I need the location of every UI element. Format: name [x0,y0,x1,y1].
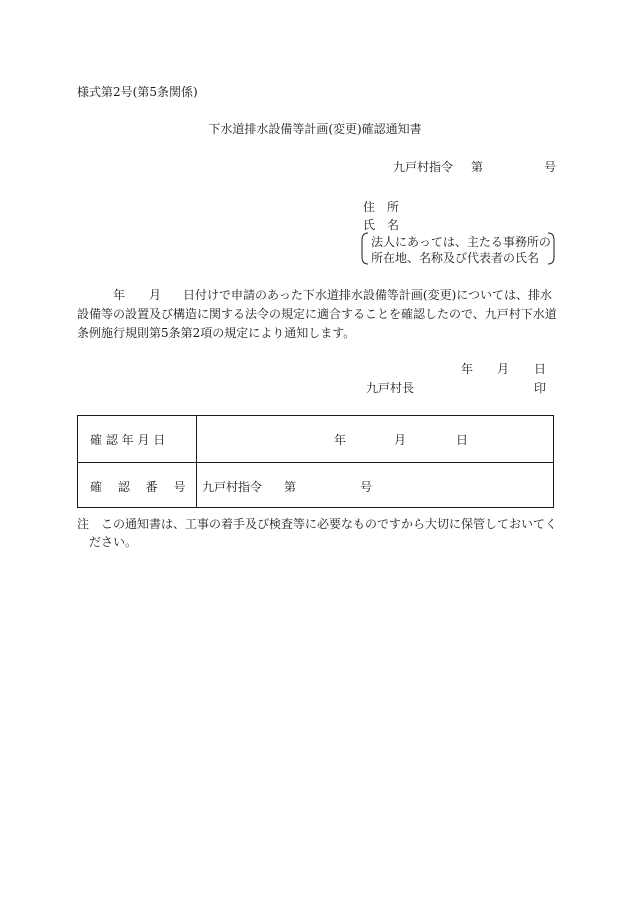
document-title: 下水道排水設備等計画(変更)確認通知書 [208,122,422,136]
confirm-number-label: 確 認 番 号 [90,480,186,494]
notice-number-dai: 第 [471,160,484,174]
confirmation-table [77,415,554,508]
confirm-date-label: 確 認 年 月 日 [90,433,166,447]
body-tsuki: 月 [149,288,162,302]
issue-date-tsuki: 月 [497,362,510,376]
body-line-2: 設備等の設置及び構造に関する法令の規定に適合することを確認したので、九戸村下水道 [77,307,557,321]
confirm-number-go: 号 [360,480,373,494]
notice-number-prefix: 九戸村指令 [393,160,454,174]
name-label: 氏 名 [363,218,400,232]
notice-body [77,286,557,343]
issue-date-hi: 日 [534,362,547,376]
body-line-1-rest: 日付けで申請のあった下水道排水設備等計画(変更)については、排水 [183,288,553,302]
confirm-date-hi: 日 [456,433,469,447]
corporate-note-line-2: 所在地、名称及び代表者の氏名 [371,251,540,265]
issuer-title: 九戸村長 [366,381,415,395]
footnote-line-2: ださい。 [77,535,138,549]
notice-number-go: 号 [544,160,557,174]
confirm-date-tsuki: 月 [394,433,407,447]
body-line-1 [77,286,557,305]
issue-date-nen: 年 [461,362,474,376]
confirm-date-nen: 年 [334,433,347,447]
form-number: 様式第2号(第5条関係) [77,85,198,99]
footnote [77,515,557,551]
body-line-3: 条例施行規則第5条第2項の規定により通知します。 [77,326,356,340]
address-label: 住 所 [363,200,400,214]
table-row-divider [78,462,553,463]
confirm-number-dai: 第 [284,480,297,494]
confirm-number-prefix: 九戸村指令 [202,480,263,494]
footnote-line-1: 注 この通知書は、工事の着手及び検査等に必要なものですから大切に保管しておいてく [77,517,558,531]
table-column-divider [196,416,197,507]
corporate-note-line-1: 法人にあっては、主たる事務所の [371,235,551,249]
seal-mark: 印 [534,381,547,395]
body-nen: 年 [113,288,126,302]
